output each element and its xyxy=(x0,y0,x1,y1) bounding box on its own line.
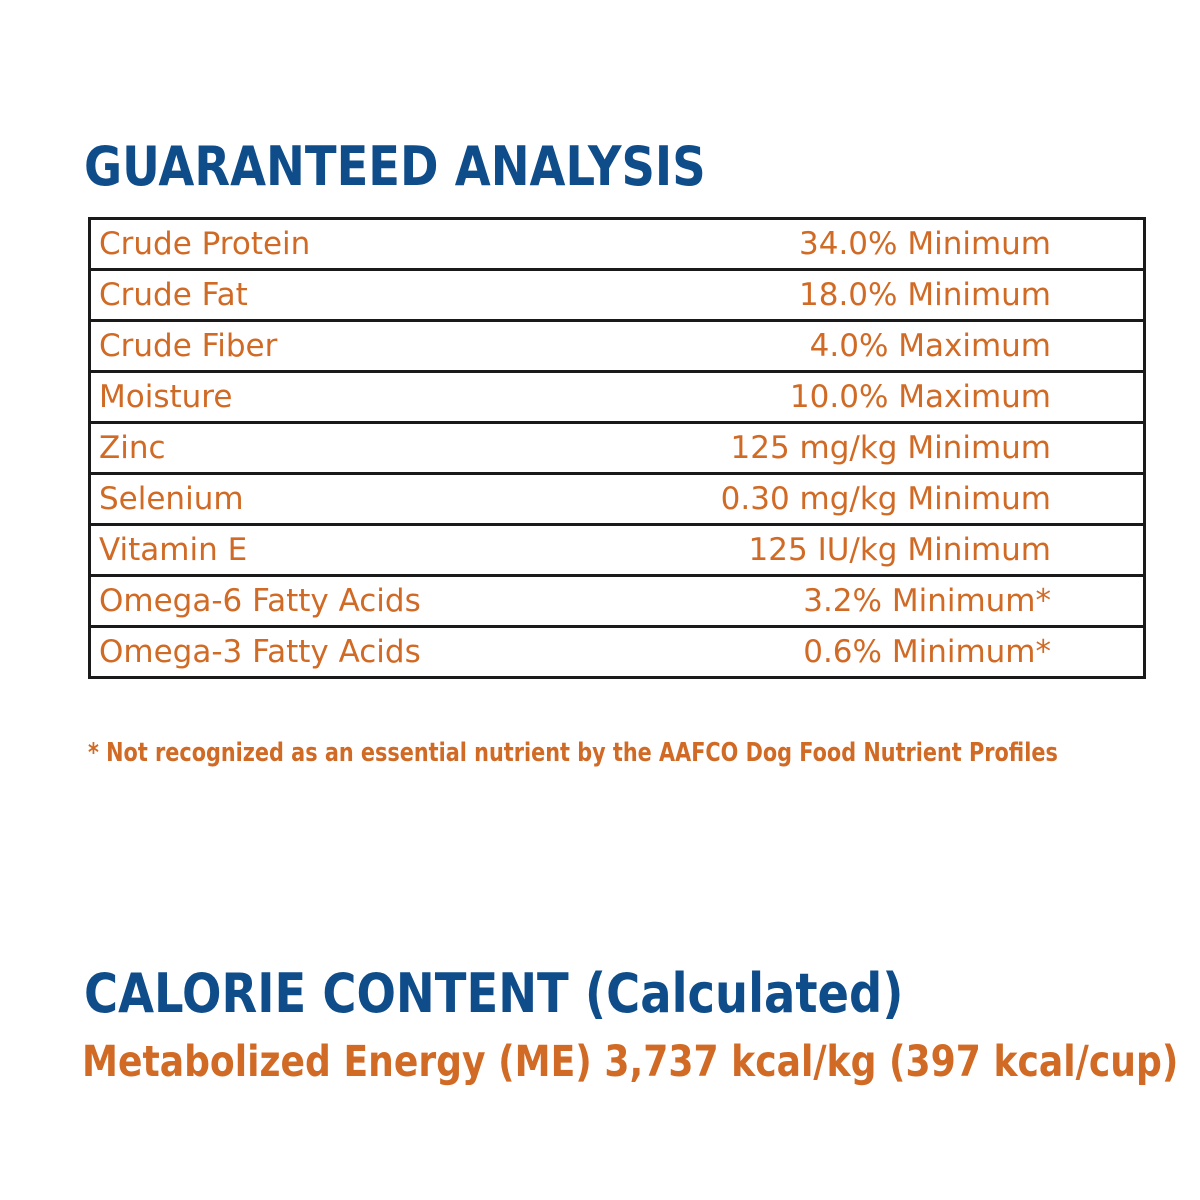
table-row xyxy=(90,321,1145,372)
table-row xyxy=(90,219,1145,270)
metabolized-energy: Metabolized Energy (ME) 3,737 kcal/kg (397 kcal/cup) xyxy=(82,1037,1179,1087)
nutrient-name: Zinc xyxy=(90,423,618,474)
footnote: * Not recognized as an essential nutrient by the AAFCO Dog Food Nutrient Profiles xyxy=(88,738,1058,768)
nutrient-value: 10.0% Maximum xyxy=(617,372,1145,423)
nutrient-value: 3.2% Minimum* xyxy=(617,576,1145,627)
nutrient-value: 0.30 mg/kg Minimum xyxy=(617,474,1145,525)
nutrient-value: 125 mg/kg Minimum xyxy=(617,423,1145,474)
nutrient-name: Omega-3 Fatty Acids xyxy=(90,627,618,678)
table-row xyxy=(90,423,1145,474)
nutrient-value: 125 IU/kg Minimum xyxy=(617,525,1145,576)
nutrient-name: Selenium xyxy=(90,474,618,525)
guaranteed-analysis-table xyxy=(88,217,1146,679)
nutrient-value: 4.0% Maximum xyxy=(617,321,1145,372)
table-row xyxy=(90,270,1145,321)
table-row xyxy=(90,627,1145,678)
nutrient-value: 18.0% Minimum xyxy=(617,270,1145,321)
table-row xyxy=(90,372,1145,423)
nutrient-name: Vitamin E xyxy=(90,525,618,576)
nutrient-name: Crude Fiber xyxy=(90,321,618,372)
nutrient-value: 0.6% Minimum* xyxy=(617,627,1145,678)
nutrient-name: Crude Fat xyxy=(90,270,618,321)
calorie-content-title-main: CALORIE CONTENT xyxy=(84,962,569,1025)
table-row xyxy=(90,576,1145,627)
table-row xyxy=(90,474,1145,525)
calorie-content-title-suffix: (Calculated) xyxy=(584,962,904,1025)
nutrient-name: Crude Protein xyxy=(90,219,618,270)
nutrient-name: Moisture xyxy=(90,372,618,423)
guaranteed-analysis-title: GUARANTEED ANALYSIS xyxy=(84,135,706,198)
nutrient-name: Omega-6 Fatty Acids xyxy=(90,576,618,627)
nutrient-value: 34.0% Minimum xyxy=(617,219,1145,270)
table-row xyxy=(90,525,1145,576)
calorie-content-title xyxy=(84,962,903,1025)
